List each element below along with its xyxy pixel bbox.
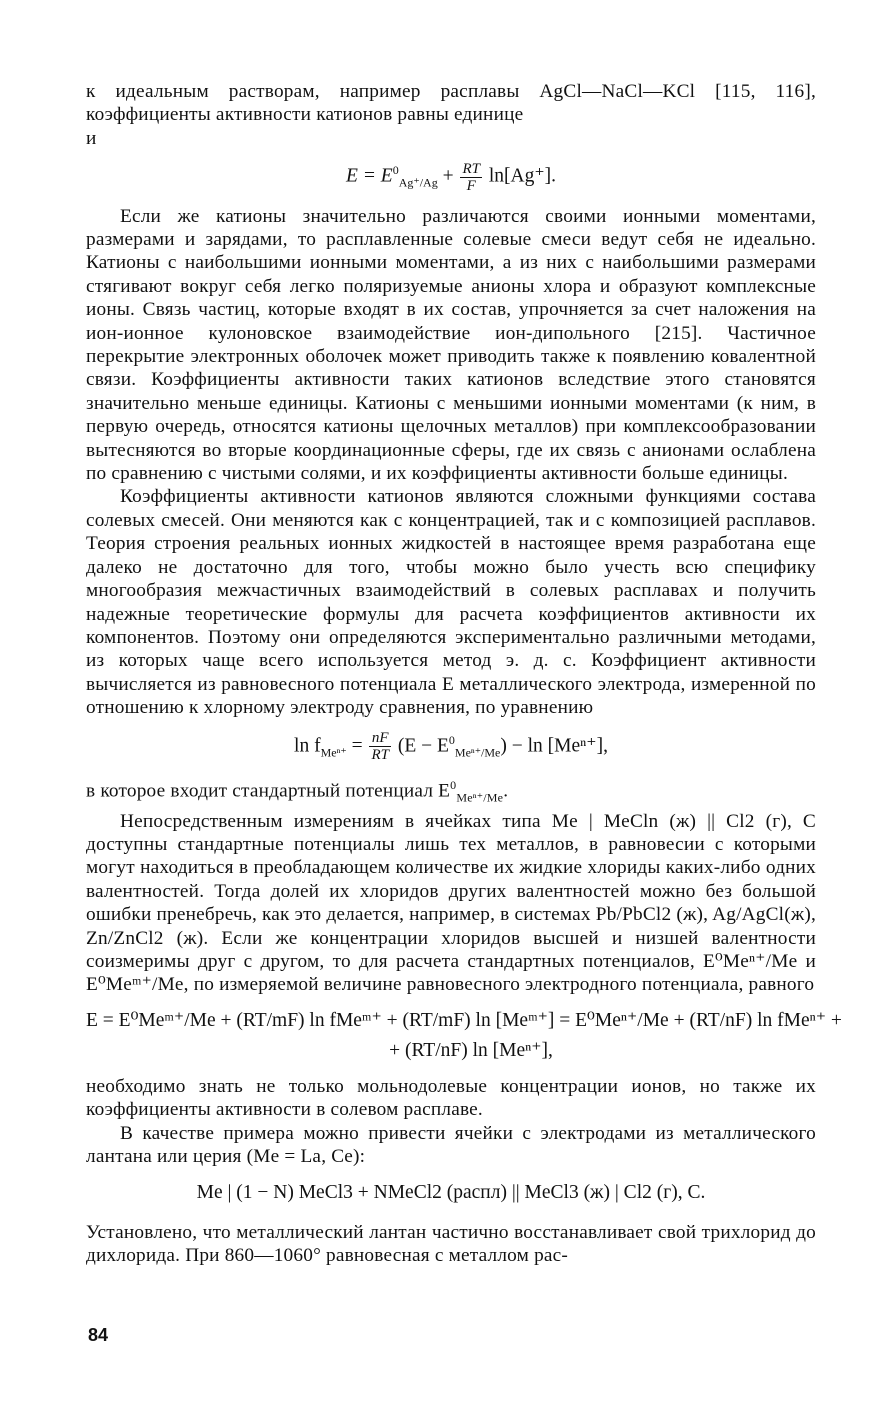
para4-sub: Meⁿ⁺/Me <box>456 790 504 805</box>
equation-3-line-1: E = E⁰Meᵐ⁺/Me + (RT/mF) ln fMeᵐ⁺ + (RT/mF) ln [Meᵐ⁺] = E⁰Meⁿ⁺/Me + (RT/nF) ln fMeⁿ⁺ + <box>86 1009 842 1031</box>
page-number: 84 <box>88 1325 109 1345</box>
equation-1 <box>86 156 816 196</box>
equation-4: Me | (1 − N) MeCl3 + NMeCl2 (распл) || MeCl3 (ж) | Cl2 (г), C. <box>196 1181 706 1203</box>
eq2-eq: = <box>346 735 368 757</box>
paragraph-4 <box>86 774 816 810</box>
equation-3-line-2: + (RT/nF) ln [Meⁿ⁺], <box>389 1039 553 1061</box>
eq1-sup: 0 <box>392 163 399 178</box>
eq1-denominator: F <box>466 177 476 194</box>
paragraph-8: Установлено, что металлический лантан частично восстанавливает свой трихлорид до дихлорида. При 860—1060° равновесная с металлом рас- <box>86 1221 816 1266</box>
page-body <box>86 80 842 1267</box>
eq1-numerator: RT <box>462 160 480 177</box>
paragraph-3: Коэффициенты активности катионов являются сложными функциями состава солевых смесей. Они меняются как с концентрацией, так и с композицией расплавов. Теория строения реальных ионных жидкостей в настоящее время разработана еще далеко не достаточно для того, чтобы можно было учесть всю специфику многообразия межчастичных взаимодействий в солевых расплавах и получить надежные теоретические формулы для расчета коэффициентов активности их компонентов. Поэтому они определяются экспериментально различными методами, из которых чаще всего используется метод э. д. с. Коэффициент активности вычисляется из равновесного потенциала E металлического электрода, измеренной по отношению к хлорному электроду сравнения, по уравнению <box>86 486 816 719</box>
eq2-fraction <box>369 730 391 763</box>
eq2-denominator: RT <box>371 747 389 764</box>
eq1-sub: Ag⁺/Ag <box>398 175 438 190</box>
eq2-sup: 0 <box>448 732 455 747</box>
paragraph-6: необходимо знать не только мольнодолевые концентрации ионов, но также их коэффициенты активности в солевом расплаве. <box>86 1075 816 1121</box>
eq2-lhs-sub: Meⁿ⁺ <box>320 744 347 759</box>
equation-2 <box>86 726 816 766</box>
eq1-lhs: E = E <box>345 165 393 187</box>
paragraph-1-tail: и <box>86 127 97 149</box>
eq2-rest: ) − ln [Meⁿ⁺], <box>500 735 608 757</box>
paragraph-2: Если же катионы значительно различаются своими ионными моментами, размерами и зарядами, то расплавленные солевые смеси ведут себя не идеально. Катионы с наибольшими ионными моментами, а из них с наибольшими размерами стягивают вокруг себя легко поляризуемые анионы хлора и образуют комплексные ионы. Связь частиц, которые входят в их состав, упрочняется за счет наложения на ион-ионное кулоновское взаимодействие ион-дипольного [215]. Частичное перекрытие электронных оболочек может приводить также к появлению ковалентной связи. Коэффициенты активности таких катионов вследствие этого становятся значительно меньше единицы. Катионы с меньшими ионными моментами (к ним, в первую очередь, относятся катионы щелочных металлов) при комплексообразовании вытесняются во вторые координационные сферы, где их связь с анионами ослаблена по сравнению с чистыми солями, и их коэффициенты активности больше единицы. <box>86 205 816 485</box>
eq2-lhs: ln f <box>294 735 321 757</box>
eq2-numerator: nF <box>369 730 391 747</box>
eq1-fraction <box>460 161 482 194</box>
eq1-rest: ln[Ag⁺]. <box>483 165 557 187</box>
para4-start: в которое входит стандартный потенциал E <box>86 780 451 802</box>
eq2-mid: (E − E <box>392 735 449 757</box>
eq2-sub: Meⁿ⁺/Me <box>454 744 501 759</box>
paragraph-1: к идеальным растворам, например расплавы AgCl—NaCl—KCl [115, 116], коэффициенты активности катионов равны единице <box>86 81 816 126</box>
eq1-plus: + <box>437 165 459 187</box>
paragraph-7: В качестве примера можно привести ячейки с электродами из металлического лантана или церия (Me = La, Ce): <box>86 1122 816 1168</box>
para4-end: . <box>503 780 509 802</box>
para4-sup: 0 <box>450 777 457 792</box>
paragraph-5: Непосредственным измерениям в ячейках типа Me | MeCln (ж) || Cl2 (г), C доступны стандартные потенциалы лишь тех металлов, в равновесии с которыми могут находиться в преобладающем количестве их жидкие хлориды каких-либо одних валентностей. Тогда долей их хлоридов других валентностей можно без большой ошибки пренебречь, как это делается, например, в системах Pb/PbCl2 (ж), Ag/AgCl(ж), Zn/ZnCl2 (ж). Если же концентрации хлоридов высшей и низшей валентности соизмеримы друг с другом, то для расчета стандартных потенциалов, E⁰Meⁿ⁺/Me и E⁰Meᵐ⁺/Me, по измеряемой величине равновесного электродного потенциала, равного <box>86 810 816 996</box>
